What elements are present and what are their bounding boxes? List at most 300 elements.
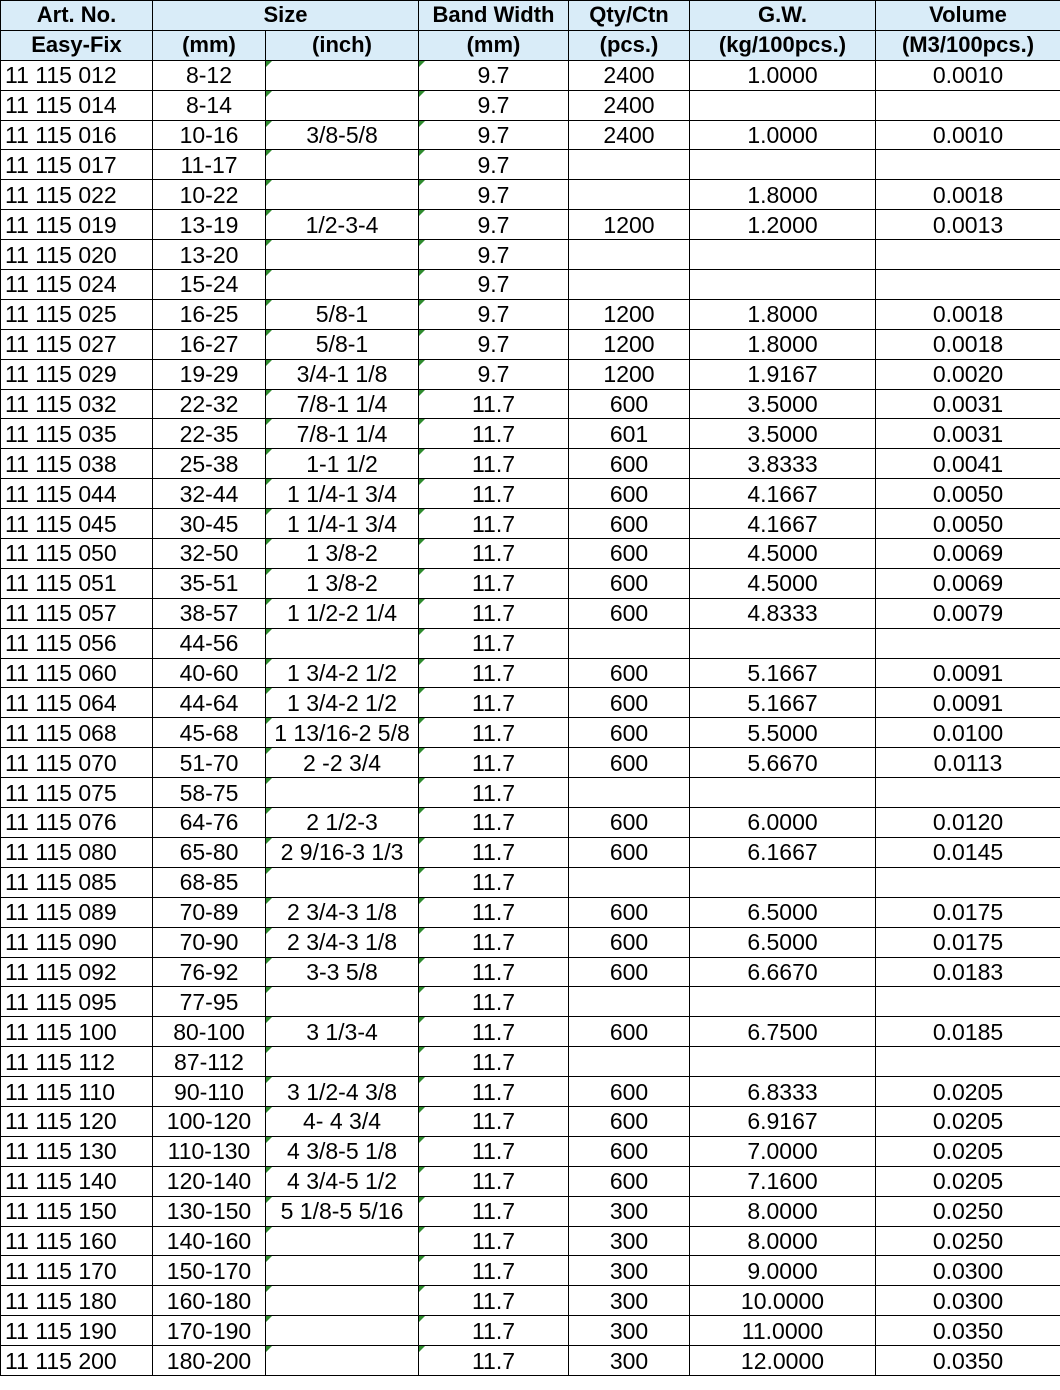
cell-size-inch: 1 1/4-1 3/4 — [266, 509, 419, 539]
table-row — [1, 568, 1060, 598]
cell-qty-ctn: 600 — [569, 718, 690, 748]
cell-size-mm: 160-180 — [153, 1286, 266, 1316]
cell-band-width: 9.7 — [419, 90, 569, 120]
cell-band-width: 11.7 — [419, 897, 569, 927]
table-row — [1, 1136, 1060, 1166]
cell-volume — [876, 987, 1060, 1017]
cell-qty-ctn: 600 — [569, 748, 690, 778]
cell-band-width: 9.7 — [419, 210, 569, 240]
cell-qty-ctn: 600 — [569, 927, 690, 957]
cell-qty-ctn: 300 — [569, 1256, 690, 1286]
cell-art-no: 11 115 110 — [1, 1077, 153, 1107]
cell-size-mm: 10-16 — [153, 120, 266, 150]
cell-qty-ctn: 2400 — [569, 90, 690, 120]
cell-size-mm: 140-160 — [153, 1226, 266, 1256]
cell-gw: 4.1667 — [690, 479, 876, 509]
cell-volume: 0.0091 — [876, 688, 1060, 718]
cell-gw: 6.1667 — [690, 837, 876, 867]
cell-art-no: 11 115 160 — [1, 1226, 153, 1256]
cell-band-width: 11.7 — [419, 718, 569, 748]
cell-gw: 8.0000 — [690, 1196, 876, 1226]
cell-art-no: 11 115 085 — [1, 867, 153, 897]
cell-size-mm: 44-64 — [153, 688, 266, 718]
table-row — [1, 389, 1060, 419]
cell-size-mm: 45-68 — [153, 718, 266, 748]
cell-volume: 0.0175 — [876, 927, 1060, 957]
table-row — [1, 449, 1060, 479]
cell-gw: 5.5000 — [690, 718, 876, 748]
cell-size-inch: 2 1/2-3 — [266, 808, 419, 838]
cell-qty-ctn: 300 — [569, 1226, 690, 1256]
cell-art-no: 11 115 090 — [1, 927, 153, 957]
cell-art-no: 11 115 080 — [1, 837, 153, 867]
cell-gw — [690, 987, 876, 1017]
cell-art-no: 11 115 027 — [1, 329, 153, 359]
cell-qty-ctn: 2400 — [569, 60, 690, 90]
cell-size-inch — [266, 1256, 419, 1286]
table-row — [1, 270, 1060, 300]
cell-volume: 0.0350 — [876, 1346, 1060, 1376]
table-row — [1, 598, 1060, 628]
cell-qty-ctn: 1200 — [569, 299, 690, 329]
cell-art-no: 11 115 092 — [1, 957, 153, 987]
cell-volume: 0.0250 — [876, 1226, 1060, 1256]
cell-gw: 1.8000 — [690, 299, 876, 329]
table-row — [1, 1166, 1060, 1196]
cell-art-no: 11 115 050 — [1, 539, 153, 569]
cell-qty-ctn — [569, 240, 690, 270]
cell-gw: 4.5000 — [690, 568, 876, 598]
cell-band-width: 11.7 — [419, 568, 569, 598]
cell-gw: 10.0000 — [690, 1286, 876, 1316]
cell-band-width: 9.7 — [419, 270, 569, 300]
cell-art-no: 11 115 051 — [1, 568, 153, 598]
cell-size-mm: 30-45 — [153, 509, 266, 539]
cell-gw: 6.5000 — [690, 897, 876, 927]
cell-size-mm: 38-57 — [153, 598, 266, 628]
cell-size-mm: 40-60 — [153, 658, 266, 688]
cell-volume — [876, 270, 1060, 300]
cell-art-no: 11 115 075 — [1, 778, 153, 808]
cell-volume: 0.0069 — [876, 539, 1060, 569]
cell-size-inch: 1 3/4-2 1/2 — [266, 658, 419, 688]
cell-size-inch — [266, 987, 419, 1017]
cell-qty-ctn: 300 — [569, 1316, 690, 1346]
cell-band-width: 11.7 — [419, 1136, 569, 1166]
cell-volume — [876, 778, 1060, 808]
cell-band-width: 11.7 — [419, 1106, 569, 1136]
cell-size-inch — [266, 628, 419, 658]
cell-size-inch: 1 3/4-2 1/2 — [266, 688, 419, 718]
cell-band-width: 9.7 — [419, 60, 569, 90]
cell-art-no: 11 115 019 — [1, 210, 153, 240]
cell-band-width: 11.7 — [419, 449, 569, 479]
cell-qty-ctn: 600 — [569, 598, 690, 628]
header-size-mm: (mm) — [153, 30, 266, 60]
cell-size-mm: 76-92 — [153, 957, 266, 987]
cell-qty-ctn: 600 — [569, 568, 690, 598]
cell-volume: 0.0300 — [876, 1256, 1060, 1286]
table-row — [1, 688, 1060, 718]
cell-art-no: 11 115 038 — [1, 449, 153, 479]
table-row — [1, 150, 1060, 180]
cell-size-mm: 80-100 — [153, 1017, 266, 1047]
header-row-1 — [1, 1, 1060, 31]
cell-qty-ctn: 600 — [569, 479, 690, 509]
cell-art-no: 11 115 022 — [1, 180, 153, 210]
header-volume-unit: (M3/100pcs.) — [876, 30, 1060, 60]
cell-volume: 0.0175 — [876, 897, 1060, 927]
header-size-inch: (inch) — [266, 30, 419, 60]
cell-volume: 0.0100 — [876, 718, 1060, 748]
cell-qty-ctn — [569, 867, 690, 897]
cell-gw — [690, 1047, 876, 1077]
cell-qty-ctn: 2400 — [569, 120, 690, 150]
cell-size-mm: 87-112 — [153, 1047, 266, 1077]
cell-volume: 0.0018 — [876, 180, 1060, 210]
cell-size-inch: 2 3/4-3 1/8 — [266, 927, 419, 957]
table-row — [1, 837, 1060, 867]
cell-art-no: 11 115 025 — [1, 299, 153, 329]
cell-band-width: 11.7 — [419, 778, 569, 808]
header-qty-ctn: Qty/Ctn — [569, 1, 690, 31]
cell-size-inch: 1-1 1/2 — [266, 449, 419, 479]
cell-size-inch: 3 1/3-4 — [266, 1017, 419, 1047]
cell-size-inch: 1 3/8-2 — [266, 568, 419, 598]
cell-band-width: 9.7 — [419, 299, 569, 329]
table-row — [1, 987, 1060, 1017]
cell-qty-ctn — [569, 628, 690, 658]
cell-band-width: 11.7 — [419, 808, 569, 838]
cell-band-width: 11.7 — [419, 837, 569, 867]
table-row — [1, 1077, 1060, 1107]
table-row — [1, 240, 1060, 270]
table-row — [1, 748, 1060, 778]
header-volume: Volume — [876, 1, 1060, 31]
cell-qty-ctn: 600 — [569, 1106, 690, 1136]
table-row — [1, 539, 1060, 569]
cell-art-no: 11 115 057 — [1, 598, 153, 628]
cell-size-mm: 15-24 — [153, 270, 266, 300]
cell-band-width: 9.7 — [419, 359, 569, 389]
table-row — [1, 628, 1060, 658]
cell-size-inch: 1 13/16-2 5/8 — [266, 718, 419, 748]
cell-size-inch: 5/8-1 — [266, 329, 419, 359]
cell-qty-ctn: 1200 — [569, 359, 690, 389]
cell-art-no: 11 115 032 — [1, 389, 153, 419]
cell-size-mm: 150-170 — [153, 1256, 266, 1286]
cell-band-width: 9.7 — [419, 180, 569, 210]
cell-volume: 0.0350 — [876, 1316, 1060, 1346]
cell-size-mm: 70-89 — [153, 897, 266, 927]
cell-volume: 0.0018 — [876, 299, 1060, 329]
table-row — [1, 1286, 1060, 1316]
cell-size-mm: 58-75 — [153, 778, 266, 808]
table-row — [1, 1017, 1060, 1047]
cell-qty-ctn: 300 — [569, 1286, 690, 1316]
cell-gw: 1.2000 — [690, 210, 876, 240]
cell-art-no: 11 115 045 — [1, 509, 153, 539]
cell-band-width: 9.7 — [419, 329, 569, 359]
header-size: Size — [153, 1, 419, 31]
cell-size-inch: 1 1/4-1 3/4 — [266, 479, 419, 509]
cell-qty-ctn: 600 — [569, 509, 690, 539]
cell-size-mm: 13-20 — [153, 240, 266, 270]
cell-gw: 4.8333 — [690, 598, 876, 628]
cell-art-no: 11 115 016 — [1, 120, 153, 150]
table-row — [1, 180, 1060, 210]
table-row — [1, 120, 1060, 150]
cell-gw: 3.5000 — [690, 389, 876, 419]
cell-qty-ctn: 1200 — [569, 210, 690, 240]
cell-qty-ctn: 600 — [569, 957, 690, 987]
table-row — [1, 778, 1060, 808]
cell-size-inch: 2 3/4-3 1/8 — [266, 897, 419, 927]
cell-size-inch — [266, 1047, 419, 1077]
cell-size-mm: 35-51 — [153, 568, 266, 598]
cell-volume: 0.0091 — [876, 658, 1060, 688]
cell-gw: 7.0000 — [690, 1136, 876, 1166]
cell-size-mm: 70-90 — [153, 927, 266, 957]
cell-volume: 0.0031 — [876, 389, 1060, 419]
cell-size-mm: 16-25 — [153, 299, 266, 329]
table-row — [1, 1196, 1060, 1226]
cell-gw: 4.5000 — [690, 539, 876, 569]
cell-band-width: 9.7 — [419, 120, 569, 150]
cell-qty-ctn — [569, 270, 690, 300]
cell-size-inch — [266, 90, 419, 120]
table-row — [1, 509, 1060, 539]
cell-band-width: 11.7 — [419, 509, 569, 539]
cell-size-inch: 4 3/4-5 1/2 — [266, 1166, 419, 1196]
cell-size-mm: 130-150 — [153, 1196, 266, 1226]
cell-gw: 6.7500 — [690, 1017, 876, 1047]
cell-band-width: 11.7 — [419, 389, 569, 419]
cell-art-no: 11 115 014 — [1, 90, 153, 120]
cell-art-no: 11 115 064 — [1, 688, 153, 718]
cell-art-no: 11 115 112 — [1, 1047, 153, 1077]
table-row — [1, 1316, 1060, 1346]
cell-gw: 5.6670 — [690, 748, 876, 778]
table-row — [1, 210, 1060, 240]
cell-band-width: 11.7 — [419, 1286, 569, 1316]
cell-qty-ctn: 600 — [569, 539, 690, 569]
cell-size-inch: 1/2-3-4 — [266, 210, 419, 240]
cell-art-no: 11 115 068 — [1, 718, 153, 748]
table-row — [1, 1106, 1060, 1136]
cell-art-no: 11 115 170 — [1, 1256, 153, 1286]
cell-size-inch — [266, 150, 419, 180]
cell-qty-ctn: 600 — [569, 1136, 690, 1166]
cell-volume — [876, 867, 1060, 897]
cell-size-inch — [266, 867, 419, 897]
cell-size-inch — [266, 1286, 419, 1316]
cell-size-mm: 44-56 — [153, 628, 266, 658]
cell-qty-ctn: 600 — [569, 837, 690, 867]
cell-size-inch: 1 1/2-2 1/4 — [266, 598, 419, 628]
cell-art-no: 11 115 044 — [1, 479, 153, 509]
cell-gw — [690, 150, 876, 180]
cell-qty-ctn: 600 — [569, 1166, 690, 1196]
cell-volume: 0.0300 — [876, 1286, 1060, 1316]
table-row — [1, 60, 1060, 90]
cell-art-no: 11 115 089 — [1, 897, 153, 927]
cell-volume — [876, 150, 1060, 180]
table-row — [1, 299, 1060, 329]
table-row — [1, 1256, 1060, 1286]
cell-size-mm: 64-76 — [153, 808, 266, 838]
cell-art-no: 11 115 180 — [1, 1286, 153, 1316]
cell-volume: 0.0120 — [876, 808, 1060, 838]
cell-size-mm: 32-50 — [153, 539, 266, 569]
cell-volume: 0.0041 — [876, 449, 1060, 479]
cell-band-width: 11.7 — [419, 748, 569, 778]
cell-size-inch: 4- 4 3/4 — [266, 1106, 419, 1136]
cell-art-no: 11 115 017 — [1, 150, 153, 180]
cell-qty-ctn: 600 — [569, 808, 690, 838]
cell-size-inch: 7/8-1 1/4 — [266, 419, 419, 449]
cell-volume — [876, 240, 1060, 270]
cell-band-width: 11.7 — [419, 1047, 569, 1077]
cell-band-width: 11.7 — [419, 598, 569, 628]
cell-size-inch: 3/8-5/8 — [266, 120, 419, 150]
cell-volume: 0.0010 — [876, 60, 1060, 90]
cell-qty-ctn: 1200 — [569, 329, 690, 359]
cell-size-inch: 2 -2 3/4 — [266, 748, 419, 778]
cell-band-width: 11.7 — [419, 479, 569, 509]
cell-size-inch: 7/8-1 1/4 — [266, 389, 419, 419]
header-gw: G.W. — [690, 1, 876, 31]
cell-qty-ctn: 600 — [569, 1077, 690, 1107]
cell-band-width: 11.7 — [419, 927, 569, 957]
cell-band-width: 11.7 — [419, 688, 569, 718]
cell-art-no: 11 115 130 — [1, 1136, 153, 1166]
cell-volume: 0.0050 — [876, 509, 1060, 539]
cell-size-inch — [266, 1346, 419, 1376]
cell-volume: 0.0031 — [876, 419, 1060, 449]
table-row — [1, 897, 1060, 927]
cell-qty-ctn — [569, 1047, 690, 1077]
cell-qty-ctn: 600 — [569, 449, 690, 479]
cell-gw: 8.0000 — [690, 1226, 876, 1256]
cell-size-mm: 120-140 — [153, 1166, 266, 1196]
cell-size-mm: 180-200 — [153, 1346, 266, 1376]
cell-size-mm: 110-130 — [153, 1136, 266, 1166]
cell-volume: 0.0145 — [876, 837, 1060, 867]
cell-gw: 6.0000 — [690, 808, 876, 838]
cell-band-width: 11.7 — [419, 957, 569, 987]
cell-band-width: 11.7 — [419, 419, 569, 449]
cell-qty-ctn: 600 — [569, 1017, 690, 1047]
cell-size-inch: 2 9/16-3 1/3 — [266, 837, 419, 867]
cell-band-width: 11.7 — [419, 1346, 569, 1376]
cell-art-no: 11 115 024 — [1, 270, 153, 300]
cell-art-no: 11 115 070 — [1, 748, 153, 778]
cell-art-no: 11 115 190 — [1, 1316, 153, 1346]
cell-volume: 0.0050 — [876, 479, 1060, 509]
cell-band-width: 11.7 — [419, 1316, 569, 1346]
cell-band-width: 11.7 — [419, 628, 569, 658]
header-gw-unit: (kg/100pcs.) — [690, 30, 876, 60]
cell-band-width: 9.7 — [419, 240, 569, 270]
cell-volume — [876, 90, 1060, 120]
cell-qty-ctn: 600 — [569, 897, 690, 927]
table-row — [1, 927, 1060, 957]
cell-gw: 3.5000 — [690, 419, 876, 449]
cell-size-inch — [266, 778, 419, 808]
cell-qty-ctn — [569, 778, 690, 808]
cell-qty-ctn — [569, 150, 690, 180]
cell-size-inch — [266, 1316, 419, 1346]
table-row — [1, 419, 1060, 449]
cell-art-no: 11 115 150 — [1, 1196, 153, 1226]
cell-art-no: 11 115 095 — [1, 987, 153, 1017]
cell-size-mm: 22-32 — [153, 389, 266, 419]
table-header — [1, 1, 1060, 61]
cell-gw — [690, 778, 876, 808]
cell-size-mm: 16-27 — [153, 329, 266, 359]
table-row — [1, 359, 1060, 389]
cell-volume: 0.0183 — [876, 957, 1060, 987]
cell-size-mm: 13-19 — [153, 210, 266, 240]
cell-size-inch — [266, 180, 419, 210]
cell-gw: 11.0000 — [690, 1316, 876, 1346]
cell-volume: 0.0013 — [876, 210, 1060, 240]
header-easy-fix: Easy-Fix — [1, 30, 153, 60]
cell-gw — [690, 270, 876, 300]
cell-volume: 0.0205 — [876, 1136, 1060, 1166]
cell-size-mm: 51-70 — [153, 748, 266, 778]
cell-qty-ctn: 601 — [569, 419, 690, 449]
cell-size-inch: 3 1/2-4 3/8 — [266, 1077, 419, 1107]
table-row — [1, 658, 1060, 688]
cell-gw: 1.8000 — [690, 180, 876, 210]
cell-size-mm: 90-110 — [153, 1077, 266, 1107]
cell-size-inch: 4 3/8-5 1/8 — [266, 1136, 419, 1166]
cell-band-width: 11.7 — [419, 1077, 569, 1107]
cell-size-mm: 65-80 — [153, 837, 266, 867]
cell-gw: 5.1667 — [690, 658, 876, 688]
cell-band-width: 11.7 — [419, 1256, 569, 1286]
cell-art-no: 11 115 100 — [1, 1017, 153, 1047]
cell-volume: 0.0010 — [876, 120, 1060, 150]
cell-size-mm: 77-95 — [153, 987, 266, 1017]
cell-gw: 7.1600 — [690, 1166, 876, 1196]
table-row — [1, 329, 1060, 359]
cell-size-mm: 68-85 — [153, 867, 266, 897]
cell-art-no: 11 115 029 — [1, 359, 153, 389]
cell-volume: 0.0250 — [876, 1196, 1060, 1226]
cell-gw — [690, 240, 876, 270]
cell-volume: 0.0205 — [876, 1106, 1060, 1136]
cell-gw: 9.0000 — [690, 1256, 876, 1286]
header-qty-pcs: (pcs.) — [569, 30, 690, 60]
cell-gw: 1.0000 — [690, 60, 876, 90]
cell-volume: 0.0185 — [876, 1017, 1060, 1047]
cell-volume: 0.0079 — [876, 598, 1060, 628]
table-row — [1, 1047, 1060, 1077]
cell-size-mm: 11-17 — [153, 150, 266, 180]
cell-art-no: 11 115 060 — [1, 658, 153, 688]
cell-size-mm: 22-35 — [153, 419, 266, 449]
cell-art-no: 11 115 056 — [1, 628, 153, 658]
cell-size-inch — [266, 270, 419, 300]
cell-band-width: 11.7 — [419, 1017, 569, 1047]
cell-qty-ctn — [569, 180, 690, 210]
cell-gw: 6.9167 — [690, 1106, 876, 1136]
cell-size-inch: 3-3 5/8 — [266, 957, 419, 987]
cell-art-no: 11 115 076 — [1, 808, 153, 838]
